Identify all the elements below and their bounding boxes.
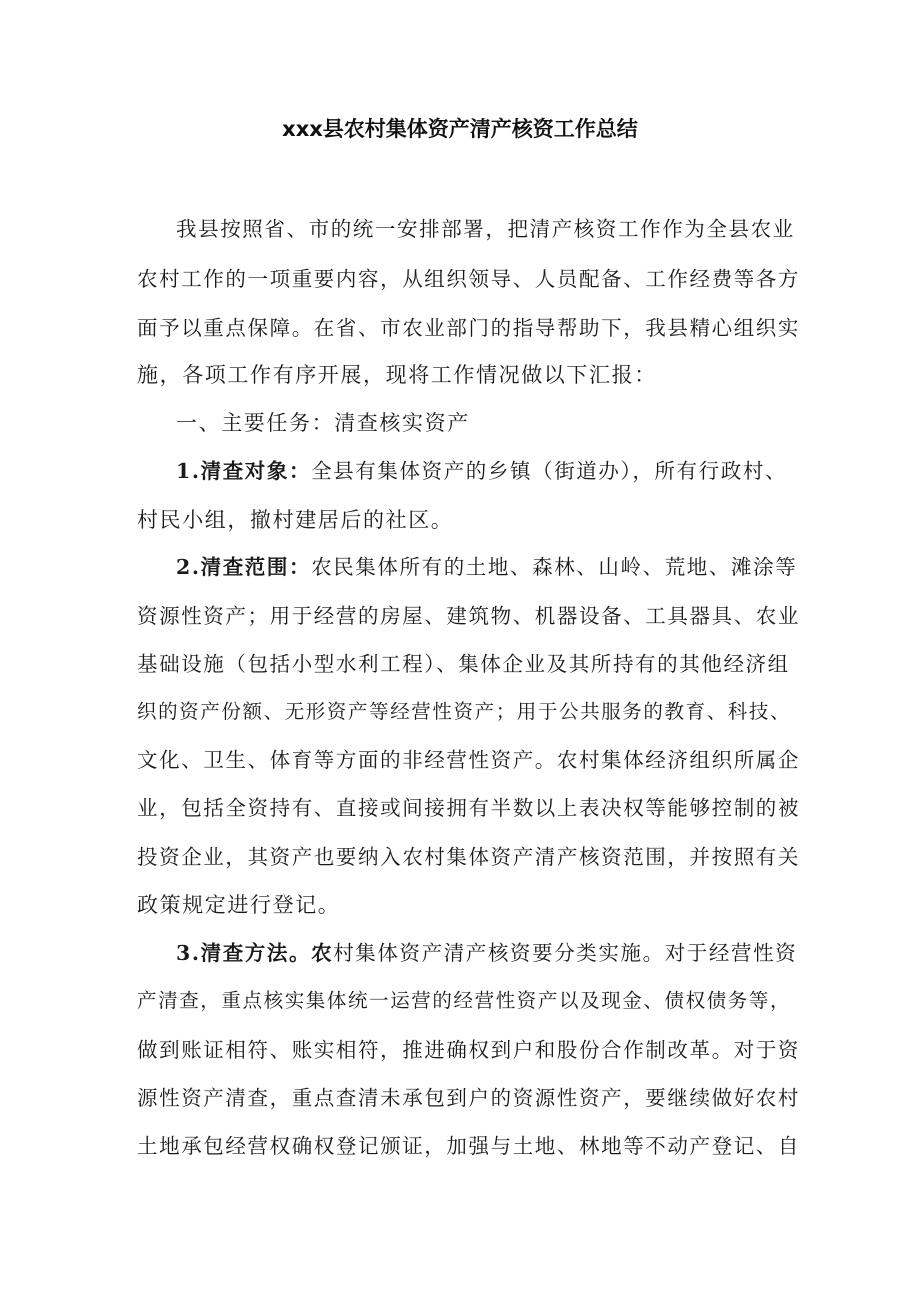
intro-line-1: 我县按照省、市的统一安排部署，把清产核资工作作为全县农业 bbox=[176, 217, 795, 241]
item3-text: 村集体资产清产核资要分类实施。对于经营性资 bbox=[333, 941, 798, 965]
item2-line: 资源性资产；用于经营的房屋、建筑物、机器设备、工具器具、农业 bbox=[137, 604, 800, 628]
item3-line: 土地承包经营权确权登记颁证，加强与土地、林地等不动产登记、自 bbox=[137, 1134, 800, 1158]
item3-line: 产清查，重点核实集体统一运营的经营性资产以及现金、债权债务等， bbox=[137, 989, 792, 1012]
item1-label: 1.清查对象： bbox=[176, 459, 312, 483]
item2-line: 织的资产份额、无形资产等经营性资产；用于公共服务的教育、科技、 bbox=[137, 700, 792, 723]
item2-first-line bbox=[176, 547, 797, 587]
item3-label: 3.清查方法。农 bbox=[176, 941, 334, 965]
section-heading: 一、主要任务：清查核实资产 bbox=[176, 411, 470, 435]
item2-label: 2.清查范围： bbox=[176, 555, 312, 579]
item3-line: 做到账证相符、账实相符，推进确权到户和股份合作制改革。对于资 bbox=[137, 1038, 800, 1062]
item1-text: 全县有集体资产的乡镇（街道办），所有行政村、 bbox=[311, 459, 788, 483]
item2-line: 政策规定进行登记。 bbox=[137, 893, 341, 917]
item3-first-line bbox=[176, 933, 797, 973]
item2-text: 农民集体所有的土地、森林、山岭、荒地、滩涂等 bbox=[311, 555, 798, 579]
item2-line: 业，包括全资持有、直接或间接拥有半数以上表决权等能够控制的被 bbox=[137, 796, 800, 820]
intro-line-2: 农村工作的一项重要内容，从组织领导、人员配备、工作经费等各方 bbox=[137, 267, 800, 291]
item2-line: 基础设施（包括小型水利工程）、集体企业及其所持有的其他经济组 bbox=[137, 652, 790, 676]
intro-line-3: 面予以重点保障。在省、市农业部门的指导帮助下，我县精心组织实 bbox=[137, 316, 800, 340]
intro-line-4: 施，各项工作有序开展，现将工作情况做以下汇报： bbox=[137, 363, 657, 387]
item2-line: 投资企业，其资产也要纳入农村集体资产清产核资范围，并按照有关 bbox=[137, 845, 800, 869]
item1-line: 村民小组，撤村建居后的社区。 bbox=[137, 508, 454, 532]
item3-line: 源性资产清查，重点查清未承包到户的资源性资产，要继续做好农村 bbox=[137, 1086, 800, 1110]
item1-first-line bbox=[176, 451, 787, 491]
document-title: xxx县农村集体资产清产核资工作总结 bbox=[282, 117, 638, 141]
item2-line: 文化、卫生、体育等方面的非经营性资产。农村集体经济组织所属企 bbox=[137, 748, 800, 772]
